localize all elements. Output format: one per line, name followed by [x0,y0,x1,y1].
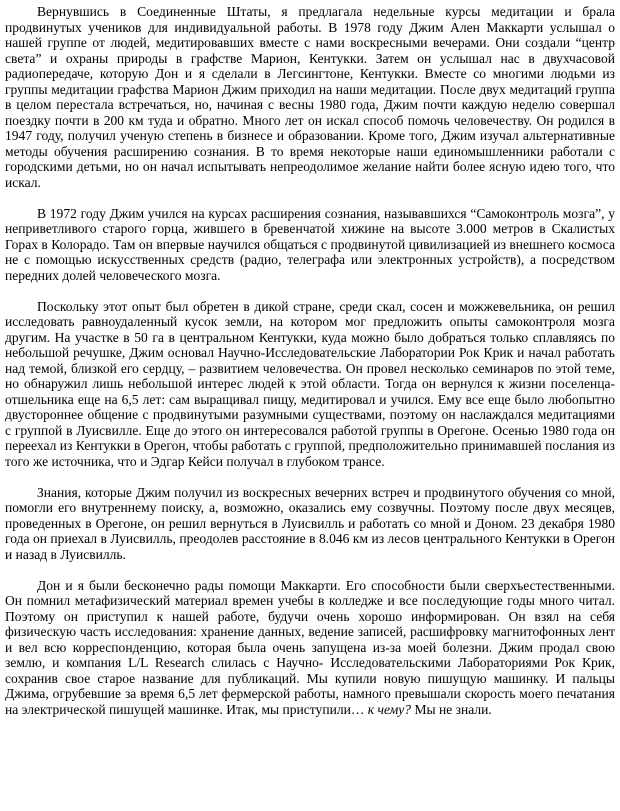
paragraph-return-to-states [5,4,615,190]
paragraph-tail: Мы не знали. [414,701,492,717]
paragraph-mccarty-help [5,578,615,718]
paragraph-text: Поскольку этот опыт был обретен в дикой стране, среди скал, сосен и можжевельника, он решил исследовать равноудаленный кусок земли, на котором мог предложить опыты самоконтроля мозга другим. На участке в 50 га в центральном Кентукки, куда можно было добраться только сплавляясь по небольшой речушке, Джим основал Научно-Исследовательские Лаборатории Рок Крик и начал работать над темой, близкой его сердцу, – развитием человечества. Он провел несколько семинаров по этой теме, но обнаружил лишь небольшой интерес людей к этой области. Тогда он вернулся к жизни поселенца-отшельника еще на 6,5 лет: сам выращивал пищу, медитировал и учился. Ему все еще было любопытно двустороннее общение с продвинутыми разумными существами, поэтому он наслаждался медитациями с группой в Луисвилле. Еще до этого он интересовался работой группы в Орегоне. Осенью 1980 года он переехал из Кентукки в Орегон, чтобы работать с группой, предположительно принимавшей послания из того же источника, что и Эдгар Кейси получал в глубоком трансе. [5,298,615,469]
paragraph-return-to-louisville [5,485,615,563]
emphasized-question: к чему? [367,701,412,717]
paragraph-brain-self-control-course [5,206,615,284]
paragraph-rock-creek-laboratories [5,299,615,470]
paragraph-text: В 1972 году Джим учился на курсах расширения сознания, называвшихся “Самоконтроль мозга”, у неприветливого старого горца, жившего в бревенчатой хижине на высоте 3.000 метров в Скалистых Горах в Колорадо. Там он впервые научился общаться с продвинутой цивилизацией из внешнего космоса не с помощью искусственных средств (радио, телеграфа или электронных устройств), а посредством передних долей человеческого мозга. [5,205,615,283]
paragraph-text: Знания, которые Джим получил из воскресных вечерних встреч и продвинутого обучения со мной, помогли его внутреннему поиску, а, возможно, оказались ему созвучны. Поэтому после двух месяцев, проведенных в Орегоне, он решил вернуться в Луисвилль и работать со мной и Доном. 23 декабря 1980 года он приехал в Луисвилль, преодолев расстояние в 8.046 км из лесов центрального Кентукки в Орегон и назад в Луисвилль. [5,484,615,562]
paragraph-text: Вернувшись в Соединенные Штаты, я предлагала недельные курсы медитации и брала продвинутых учеников для индивидуальной работы. В 1978 году Джим Ален Маккарти услышал о нашей группе от людей, медитировавших вместе с нами воскресными вечерами. Они создали “центр света” и охраны природы в графстве Марион, Кентукки. Затем он услышал нас в двухчасовой радиопередаче, которую Дон и я сделали в Легсингтоне, Кентукки. Вместе со многими людьми из группы медитации графства Марион Джим приходил на наши медитации. После двух медитаций группа в целом перестала встречаться, но, начиная с весны 1980 года, Джим почти каждую неделю совершал поездку почти в 200 км туда и обратно. Много лет он искал способ помочь человечеству. Он родился в 1947 году, получил ученую степень в бизнесе и образовании. Кроме того, Джим изучал альтернативные методы обучения расширению сознания. В то время некоторые наши единомышленники работали с городскими детьми, но он начал испытывать непреодолимое желание найти более ясную идею того, что искал. [5,4,615,190]
paragraph-text: Дон и я были бесконечно рады помощи Маккарти. Его способности были сверхъестественными. Он помнил метафизический материал времен учебы в колледже и все последующие годы много читал. Поэтому он приступил к нашей работе, будучи очень хорошо информирован. Он взял на себя физическую часть исследования: хранение данных, ведение записей, расшифровку магнитофонных лент и вел всю корреспонденцию, которая была очень запущена из-за моей болезни. Джим продал свою землю, и компания L/L Research слилась с Научно- Исследовательскими Лабораториями Рок Крик, сохранив свое старое название для публикаций. Мы купили новую пишущую машинку. И пальцы Джима, огрубевшие за время 6,5 лет фермерской работы, намного превышали скорость моего печатания на электрической пишущей машинке. Итак, мы приступили… [5,577,615,717]
